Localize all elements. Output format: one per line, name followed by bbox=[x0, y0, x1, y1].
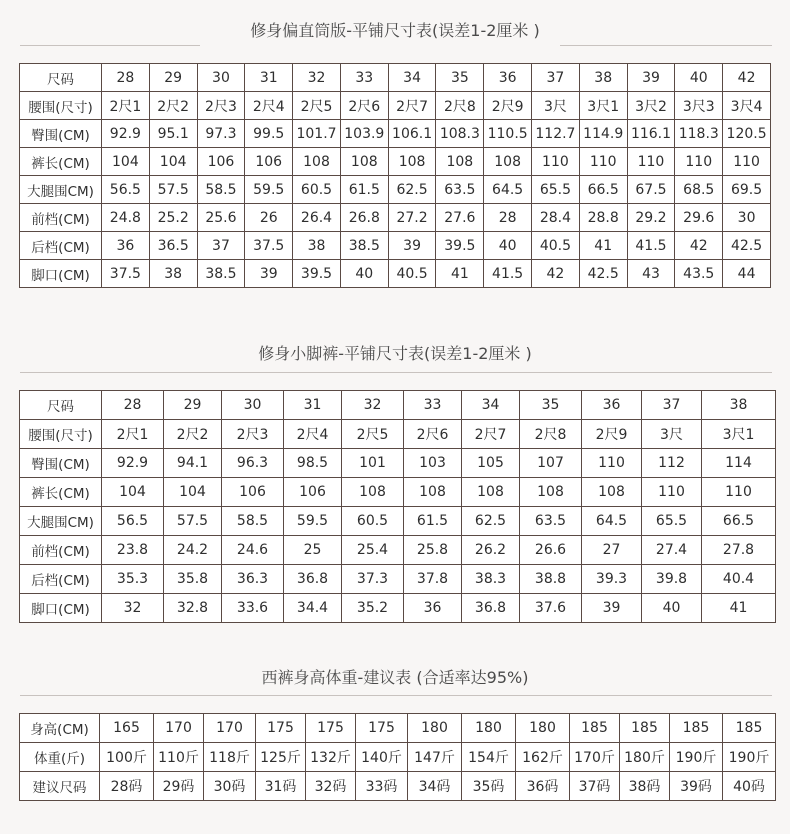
table-row bbox=[20, 120, 771, 148]
table-cell: 39.8 bbox=[642, 565, 702, 594]
table-cell: 104 bbox=[149, 148, 197, 176]
table-row bbox=[20, 92, 771, 120]
row-header: 裤长(CM) bbox=[20, 478, 102, 507]
table-cell: 38 bbox=[702, 391, 776, 420]
table-cell: 28 bbox=[484, 204, 532, 232]
table-cell: 37.3 bbox=[342, 565, 404, 594]
table-cell: 39.5 bbox=[293, 260, 341, 288]
table-cell: 39.3 bbox=[582, 565, 642, 594]
table-cell: 34 bbox=[388, 64, 436, 92]
size-table-slim-taper bbox=[19, 390, 776, 623]
table-cell: 40 bbox=[340, 260, 388, 288]
table-cell: 36码 bbox=[516, 772, 570, 801]
table-cell: 61.5 bbox=[340, 176, 388, 204]
table-cell: 112.7 bbox=[532, 120, 580, 148]
table-cell: 25 bbox=[284, 536, 342, 565]
table-cell: 65.5 bbox=[642, 507, 702, 536]
table-cell: 106 bbox=[284, 478, 342, 507]
row-header: 尺码 bbox=[20, 391, 102, 420]
table-cell: 92.9 bbox=[102, 120, 150, 148]
table-cell: 110 bbox=[675, 148, 723, 176]
table-cell: 2尺4 bbox=[284, 420, 342, 449]
table-cell: 40码 bbox=[723, 772, 776, 801]
table-cell: 103.9 bbox=[340, 120, 388, 148]
table-cell: 37码 bbox=[570, 772, 620, 801]
table-cell: 29.2 bbox=[627, 204, 675, 232]
table-cell: 25.6 bbox=[197, 204, 245, 232]
table-cell: 41.5 bbox=[484, 260, 532, 288]
table-cell: 31 bbox=[245, 64, 293, 92]
table-row bbox=[20, 449, 776, 478]
table-cell: 2尺1 bbox=[102, 92, 150, 120]
table-cell: 35.2 bbox=[342, 594, 404, 623]
table-cell: 26.2 bbox=[462, 536, 520, 565]
table-cell: 38.3 bbox=[462, 565, 520, 594]
table-cell: 190斤 bbox=[670, 743, 723, 772]
table-cell: 39 bbox=[388, 232, 436, 260]
table-cell: 185 bbox=[670, 714, 723, 743]
table-cell: 24.2 bbox=[164, 536, 222, 565]
table-cell: 29.6 bbox=[675, 204, 723, 232]
table-cell: 43.5 bbox=[675, 260, 723, 288]
table-cell: 65.5 bbox=[532, 176, 580, 204]
table-row bbox=[20, 565, 776, 594]
table-cell: 37.5 bbox=[245, 232, 293, 260]
table-cell: 62.5 bbox=[388, 176, 436, 204]
table-cell: 43 bbox=[627, 260, 675, 288]
table-cell: 25.8 bbox=[404, 536, 462, 565]
height-weight-table bbox=[19, 713, 776, 801]
table-row bbox=[20, 260, 771, 288]
table-row bbox=[20, 743, 776, 772]
table-cell: 38 bbox=[293, 232, 341, 260]
table-cell: 31 bbox=[284, 391, 342, 420]
table-cell: 32 bbox=[293, 64, 341, 92]
table-cell: 35.8 bbox=[164, 565, 222, 594]
table-cell: 2尺8 bbox=[520, 420, 582, 449]
table-cell: 175 bbox=[356, 714, 408, 743]
table-cell: 61.5 bbox=[404, 507, 462, 536]
table-cell: 2尺4 bbox=[245, 92, 293, 120]
table-row bbox=[20, 772, 776, 801]
table-cell: 58.5 bbox=[222, 507, 284, 536]
table-cell: 36 bbox=[404, 594, 462, 623]
table-cell: 35 bbox=[436, 64, 484, 92]
table-cell: 42 bbox=[675, 232, 723, 260]
table-cell: 36 bbox=[484, 64, 532, 92]
table-cell: 162斤 bbox=[516, 743, 570, 772]
table-cell: 3尺 bbox=[642, 420, 702, 449]
table-cell: 57.5 bbox=[149, 176, 197, 204]
table-cell: 99.5 bbox=[245, 120, 293, 148]
table-cell: 41 bbox=[579, 232, 627, 260]
table1-title: 修身偏直筒版-平铺尺寸表(误差1-2厘米 ) bbox=[250, 21, 540, 40]
row-header: 脚口(CM) bbox=[20, 260, 102, 288]
table-cell: 56.5 bbox=[102, 176, 150, 204]
table3-title: 西裤身高体重-建议表 (合适率达95%) bbox=[261, 668, 529, 687]
table-cell: 2尺7 bbox=[388, 92, 436, 120]
row-header: 大腿围CM) bbox=[20, 176, 102, 204]
table-cell: 3尺 bbox=[532, 92, 580, 120]
table-cell: 60.5 bbox=[342, 507, 404, 536]
table-row bbox=[20, 391, 776, 420]
table-cell: 27.2 bbox=[388, 204, 436, 232]
table-cell: 29 bbox=[164, 391, 222, 420]
row-header: 臀围(CM) bbox=[20, 120, 102, 148]
table-cell: 110 bbox=[532, 148, 580, 176]
table-cell: 110.5 bbox=[484, 120, 532, 148]
table-cell: 2尺1 bbox=[102, 420, 164, 449]
table-cell: 106 bbox=[197, 148, 245, 176]
table-cell: 26 bbox=[245, 204, 293, 232]
table-cell: 30 bbox=[723, 204, 771, 232]
table-cell: 66.5 bbox=[702, 507, 776, 536]
table-cell: 41.5 bbox=[627, 232, 675, 260]
table-cell: 104 bbox=[102, 478, 164, 507]
table-cell: 40.5 bbox=[388, 260, 436, 288]
row-header: 建议尺码 bbox=[20, 772, 100, 801]
table-cell: 67.5 bbox=[627, 176, 675, 204]
table-cell: 2尺9 bbox=[582, 420, 642, 449]
table-cell: 40.5 bbox=[532, 232, 580, 260]
table-cell: 118斤 bbox=[204, 743, 256, 772]
table-cell: 29 bbox=[149, 64, 197, 92]
table-row bbox=[20, 714, 776, 743]
table-cell: 37 bbox=[197, 232, 245, 260]
table-cell: 140斤 bbox=[356, 743, 408, 772]
table-cell: 39 bbox=[245, 260, 293, 288]
table-cell: 103 bbox=[404, 449, 462, 478]
table-cell: 39 bbox=[627, 64, 675, 92]
table-cell: 41 bbox=[702, 594, 776, 623]
table-cell: 2尺3 bbox=[222, 420, 284, 449]
table-cell: 36.5 bbox=[149, 232, 197, 260]
table-cell: 108 bbox=[388, 148, 436, 176]
table-cell: 108 bbox=[340, 148, 388, 176]
table-cell: 32码 bbox=[306, 772, 356, 801]
table-cell: 2尺2 bbox=[164, 420, 222, 449]
table-cell: 2尺8 bbox=[436, 92, 484, 120]
table-cell: 28码 bbox=[100, 772, 154, 801]
table-cell: 28 bbox=[102, 64, 150, 92]
table-row bbox=[20, 204, 771, 232]
table-cell: 110 bbox=[582, 449, 642, 478]
table-cell: 120.5 bbox=[723, 120, 771, 148]
table-cell: 92.9 bbox=[102, 449, 164, 478]
table-cell: 110斤 bbox=[154, 743, 204, 772]
table-cell: 38 bbox=[149, 260, 197, 288]
table-cell: 170 bbox=[204, 714, 256, 743]
table-cell: 2尺6 bbox=[340, 92, 388, 120]
table-cell: 104 bbox=[164, 478, 222, 507]
table-row bbox=[20, 507, 776, 536]
table-cell: 3尺1 bbox=[702, 420, 776, 449]
table-cell: 3尺3 bbox=[675, 92, 723, 120]
table-cell: 108 bbox=[342, 478, 404, 507]
table-cell: 37.8 bbox=[404, 565, 462, 594]
table-cell: 108 bbox=[293, 148, 341, 176]
row-header: 体重(斤) bbox=[20, 743, 100, 772]
table-cell: 185 bbox=[570, 714, 620, 743]
table2-title: 修身小脚裤-平铺尺寸表(误差1-2厘米 ) bbox=[258, 344, 532, 363]
table-cell: 27.4 bbox=[642, 536, 702, 565]
table-cell: 27.6 bbox=[436, 204, 484, 232]
table-cell: 170斤 bbox=[570, 743, 620, 772]
table-cell: 35.3 bbox=[102, 565, 164, 594]
table-cell: 30码 bbox=[204, 772, 256, 801]
table-cell: 59.5 bbox=[284, 507, 342, 536]
table-cell: 175 bbox=[256, 714, 306, 743]
row-header: 腰围(尺寸) bbox=[20, 420, 102, 449]
table-cell: 3尺1 bbox=[579, 92, 627, 120]
table-cell: 107 bbox=[520, 449, 582, 478]
table-cell: 116.1 bbox=[627, 120, 675, 148]
table-cell: 32.8 bbox=[164, 594, 222, 623]
table-cell: 112 bbox=[642, 449, 702, 478]
table-cell: 94.1 bbox=[164, 449, 222, 478]
table-cell: 180 bbox=[462, 714, 516, 743]
table-cell: 118.3 bbox=[675, 120, 723, 148]
table-row bbox=[20, 594, 776, 623]
table-cell: 28 bbox=[102, 391, 164, 420]
table-cell: 2尺6 bbox=[404, 420, 462, 449]
table-cell: 175 bbox=[306, 714, 356, 743]
table-cell: 39码 bbox=[670, 772, 723, 801]
table-cell: 58.5 bbox=[197, 176, 245, 204]
table-cell: 23.8 bbox=[102, 536, 164, 565]
table-cell: 64.5 bbox=[582, 507, 642, 536]
table-cell: 114.9 bbox=[579, 120, 627, 148]
table-cell: 36 bbox=[582, 391, 642, 420]
table-cell: 2尺2 bbox=[149, 92, 197, 120]
table-cell: 2尺7 bbox=[462, 420, 520, 449]
table-cell: 108 bbox=[436, 148, 484, 176]
table-cell: 132斤 bbox=[306, 743, 356, 772]
table-cell: 95.1 bbox=[149, 120, 197, 148]
table-cell: 38.5 bbox=[340, 232, 388, 260]
table-cell: 36 bbox=[102, 232, 150, 260]
table-cell: 180 bbox=[408, 714, 462, 743]
table-cell: 38码 bbox=[620, 772, 670, 801]
table-cell: 2尺9 bbox=[484, 92, 532, 120]
table-cell: 3尺2 bbox=[627, 92, 675, 120]
table-row bbox=[20, 176, 771, 204]
table-cell: 2尺5 bbox=[293, 92, 341, 120]
row-header: 后档(CM) bbox=[20, 232, 102, 260]
table-cell: 31码 bbox=[256, 772, 306, 801]
table-cell: 33 bbox=[404, 391, 462, 420]
table-cell: 35码 bbox=[462, 772, 516, 801]
table-cell: 180 bbox=[516, 714, 570, 743]
table-cell: 170 bbox=[154, 714, 204, 743]
table-cell: 108 bbox=[404, 478, 462, 507]
table-cell: 27.8 bbox=[702, 536, 776, 565]
title-rule-left bbox=[20, 45, 200, 46]
table-cell: 62.5 bbox=[462, 507, 520, 536]
table-cell: 26.6 bbox=[520, 536, 582, 565]
table-cell: 33码 bbox=[356, 772, 408, 801]
table-cell: 44 bbox=[723, 260, 771, 288]
table-cell: 98.5 bbox=[284, 449, 342, 478]
table-cell: 29码 bbox=[154, 772, 204, 801]
table-cell: 108.3 bbox=[436, 120, 484, 148]
table-cell: 105 bbox=[462, 449, 520, 478]
table-cell: 37.5 bbox=[102, 260, 150, 288]
table-cell: 68.5 bbox=[675, 176, 723, 204]
row-header: 臀围(CM) bbox=[20, 449, 102, 478]
table-cell: 64.5 bbox=[484, 176, 532, 204]
table-cell: 110 bbox=[723, 148, 771, 176]
table-cell: 57.5 bbox=[164, 507, 222, 536]
size-table-straight-fit bbox=[19, 63, 771, 288]
table-cell: 25.4 bbox=[342, 536, 404, 565]
table-cell: 108 bbox=[462, 478, 520, 507]
title-rule bbox=[20, 695, 772, 696]
table-cell: 39.5 bbox=[436, 232, 484, 260]
table-cell: 25.2 bbox=[149, 204, 197, 232]
table-cell: 24.8 bbox=[102, 204, 150, 232]
table-cell: 2尺5 bbox=[342, 420, 404, 449]
row-header: 裤长(CM) bbox=[20, 148, 102, 176]
table-cell: 101.7 bbox=[293, 120, 341, 148]
table-row bbox=[20, 536, 776, 565]
table-cell: 33 bbox=[340, 64, 388, 92]
table-cell: 42.5 bbox=[723, 232, 771, 260]
table-cell: 36.8 bbox=[462, 594, 520, 623]
table-cell: 56.5 bbox=[102, 507, 164, 536]
table-cell: 106 bbox=[245, 148, 293, 176]
table-cell: 110 bbox=[702, 478, 776, 507]
table-cell: 185 bbox=[723, 714, 776, 743]
table-cell: 3尺4 bbox=[723, 92, 771, 120]
table-cell: 63.5 bbox=[520, 507, 582, 536]
table-cell: 63.5 bbox=[436, 176, 484, 204]
table-cell: 40.4 bbox=[702, 565, 776, 594]
table-cell: 66.5 bbox=[579, 176, 627, 204]
table-cell: 30 bbox=[197, 64, 245, 92]
table-cell: 106 bbox=[222, 478, 284, 507]
table-row bbox=[20, 232, 771, 260]
table-cell: 32 bbox=[342, 391, 404, 420]
table-cell: 39 bbox=[582, 594, 642, 623]
table-row bbox=[20, 420, 776, 449]
table-row bbox=[20, 64, 771, 92]
title-rule-right bbox=[560, 45, 772, 46]
table-cell: 59.5 bbox=[245, 176, 293, 204]
table-cell: 42.5 bbox=[579, 260, 627, 288]
table-cell: 27 bbox=[582, 536, 642, 565]
table-cell: 40 bbox=[642, 594, 702, 623]
table-cell: 37.6 bbox=[520, 594, 582, 623]
table-cell: 26.4 bbox=[293, 204, 341, 232]
table-cell: 96.3 bbox=[222, 449, 284, 478]
table-cell: 36.3 bbox=[222, 565, 284, 594]
table-cell: 165 bbox=[100, 714, 154, 743]
table-cell: 42 bbox=[532, 260, 580, 288]
table-cell: 101 bbox=[342, 449, 404, 478]
table-cell: 147斤 bbox=[408, 743, 462, 772]
table-cell: 26.8 bbox=[340, 204, 388, 232]
title-rule bbox=[20, 372, 772, 373]
row-header: 前档(CM) bbox=[20, 204, 102, 232]
row-header: 脚口(CM) bbox=[20, 594, 102, 623]
row-header: 腰围(尺寸) bbox=[20, 92, 102, 120]
row-header: 大腿围CM) bbox=[20, 507, 102, 536]
table-cell: 38.8 bbox=[520, 565, 582, 594]
table-cell: 185 bbox=[620, 714, 670, 743]
table-cell: 33.6 bbox=[222, 594, 284, 623]
table-cell: 41 bbox=[436, 260, 484, 288]
table-cell: 36.8 bbox=[284, 565, 342, 594]
table-cell: 108 bbox=[484, 148, 532, 176]
table-cell: 38 bbox=[579, 64, 627, 92]
table-cell: 30 bbox=[222, 391, 284, 420]
table-cell: 110 bbox=[579, 148, 627, 176]
table-cell: 2尺3 bbox=[197, 92, 245, 120]
table-cell: 114 bbox=[702, 449, 776, 478]
row-header: 身高(CM) bbox=[20, 714, 100, 743]
table-cell: 97.3 bbox=[197, 120, 245, 148]
table-cell: 28.4 bbox=[532, 204, 580, 232]
table-cell: 24.6 bbox=[222, 536, 284, 565]
table-cell: 110 bbox=[627, 148, 675, 176]
table-cell: 180斤 bbox=[620, 743, 670, 772]
row-header: 后档(CM) bbox=[20, 565, 102, 594]
table-cell: 110 bbox=[642, 478, 702, 507]
table-cell: 125斤 bbox=[256, 743, 306, 772]
table-cell: 38.5 bbox=[197, 260, 245, 288]
table-cell: 35 bbox=[520, 391, 582, 420]
table-cell: 154斤 bbox=[462, 743, 516, 772]
table-cell: 106.1 bbox=[388, 120, 436, 148]
row-header: 前档(CM) bbox=[20, 536, 102, 565]
table-cell: 34码 bbox=[408, 772, 462, 801]
table-cell: 40 bbox=[675, 64, 723, 92]
table-cell: 32 bbox=[102, 594, 164, 623]
table-cell: 60.5 bbox=[293, 176, 341, 204]
table-cell: 190斤 bbox=[723, 743, 776, 772]
table-cell: 28.8 bbox=[579, 204, 627, 232]
table-cell: 34 bbox=[462, 391, 520, 420]
table-cell: 104 bbox=[102, 148, 150, 176]
row-header: 尺码 bbox=[20, 64, 102, 92]
table-row bbox=[20, 478, 776, 507]
table-cell: 100斤 bbox=[100, 743, 154, 772]
table-cell: 37 bbox=[642, 391, 702, 420]
table-row bbox=[20, 148, 771, 176]
table-cell: 40 bbox=[484, 232, 532, 260]
table-cell: 34.4 bbox=[284, 594, 342, 623]
table-cell: 108 bbox=[520, 478, 582, 507]
table-cell: 37 bbox=[532, 64, 580, 92]
table-cell: 69.5 bbox=[723, 176, 771, 204]
table-cell: 108 bbox=[582, 478, 642, 507]
table-cell: 42 bbox=[723, 64, 771, 92]
